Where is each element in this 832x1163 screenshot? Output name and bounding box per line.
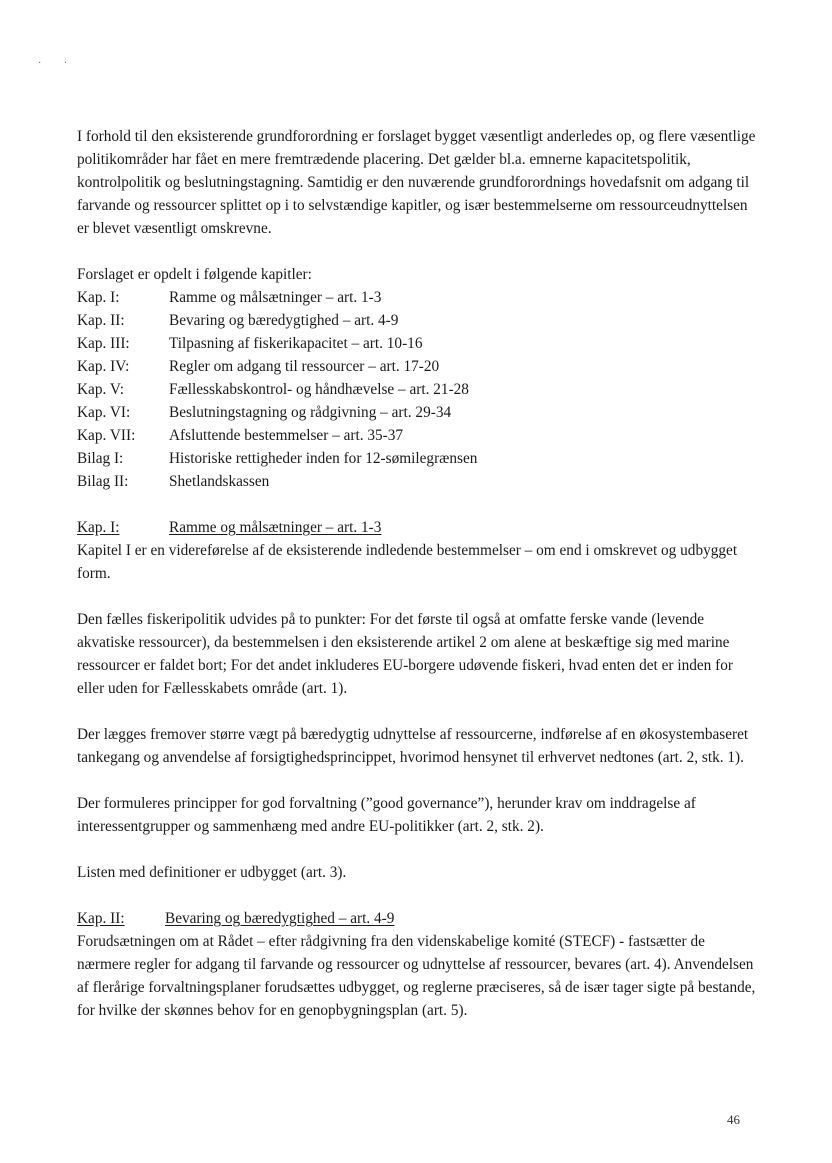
section-heading-code: Kap. I:	[77, 519, 120, 536]
chapter-code: Kap. V:	[77, 381, 125, 398]
section-heading-kap-2	[77, 907, 757, 930]
chapter-title: Shetlandskassen	[169, 473, 270, 490]
scan-specks: · ·	[38, 58, 68, 69]
chapter-title: Ramme og målsætninger – art. 1-3	[169, 289, 382, 306]
chapter-code: Kap. IV:	[77, 358, 130, 375]
chapter-title: Tilpasning af fiskerikapacitet – art. 10-16	[169, 335, 423, 352]
intro-paragraph: I forhold til den eksisterende grundforordning er forslaget bygget væsentligt anderledes op, og flere væsentlige politikområder har fået en mere fremtrædende placering. Det gælder bl.a. emnerne kapacitetspolitik, kontrolpolitik og beslutningstagning. Samtidig er den nuværende grundforordnings hovedafsnit om adgang til farvande og ressourcer splittet op i to selvstændige kapitler, og især bestemmelserne om ressourceudnyttelsen er blevet væsentligt omskrevne.	[77, 128, 756, 237]
chapter-row	[77, 401, 757, 424]
chapter-code: Kap. II:	[77, 312, 125, 329]
section2-paragraph: Forudsætningen om at Rådet – efter rådgivning fra den videnskabelige komité (STECF) - fastsætter de nærmere regler for adgang til farvande og ressourcer og udnyttelse af ressourcer, bevares (art. 4). Anvendelsen af flerårige forvaltningsplaner forudsættes udbygget, og reglerne præciseres, så de især tager sigte på bestande, for hvilke der skønnes behov for en genopbygningsplan (art. 5).	[77, 933, 756, 1019]
section1-paragraph: Kapitel I er en videreførelse af de eksisterende indledende bestemmelser – om end i omskrevet og udbygget form.	[77, 542, 738, 582]
section-heading-title: Bevaring og bæredygtighed – art. 4-9	[165, 910, 395, 927]
chapter-row	[77, 355, 757, 378]
chapter-code: Kap. III:	[77, 335, 130, 352]
chapter-code: Bilag I:	[77, 450, 124, 467]
chapter-title: Regler om adgang til ressourcer – art. 17-20	[169, 358, 440, 375]
chapter-list	[77, 286, 757, 493]
section-heading-title: Ramme og målsætninger – art. 1-3	[169, 519, 382, 536]
page-number: 46	[727, 1112, 740, 1127]
chapter-code: Kap. I:	[77, 289, 120, 306]
chapter-row	[77, 447, 757, 470]
chapter-title: Fællesskabskontrol- og håndhævelse – art. 21-28	[169, 381, 469, 398]
chapter-row	[77, 424, 757, 447]
chapter-code: Kap. VII:	[77, 427, 136, 444]
chapter-title: Historiske rettigheder inden for 12-sømilegrænsen	[169, 450, 478, 467]
section-heading-code: Kap. II:	[77, 910, 125, 927]
chapter-row	[77, 470, 757, 493]
chapters-intro: Forslaget er opdelt i følgende kapitler:	[77, 266, 312, 283]
chapter-title: Afsluttende bestemmelser – art. 35-37	[169, 427, 404, 444]
section-heading-kap-1	[77, 516, 757, 539]
chapter-title: Bevaring og bæredygtighed – art. 4-9	[169, 312, 399, 329]
chapter-row	[77, 286, 757, 309]
section1-paragraph: Der formuleres principper for god forvaltning (”good governance”), herunder krav om inddragelse af interessentgrupper og sammenhæng med andre EU-politikker (art. 2, stk. 2).	[77, 795, 696, 835]
chapter-row	[77, 332, 757, 355]
chapter-row	[77, 378, 757, 401]
chapter-title: Beslutningstagning og rådgivning – art. 29-34	[169, 404, 452, 421]
chapter-code: Kap. VI:	[77, 404, 131, 421]
chapter-row	[77, 309, 757, 332]
chapter-code: Bilag II:	[77, 473, 129, 490]
section1-paragraph: Listen med definitioner er udbygget (art. 3).	[77, 864, 347, 881]
section1-paragraph: Den fælles fiskeripolitik udvides på to punkter: For det første til også at omfatte ferske vande (levende akvatiske ressourcer), da bestemmelsen i den eksisterende artikel 2 om alene at beskæftige sig med marine ressourcer er faldet bort; For det andet inkluderes EU-borgere udøvende fiskeri, hvad enten det er inden for eller uden for Fællesskabets område (art. 1).	[77, 611, 733, 697]
section1-paragraph: Der lægges fremover større vægt på bæredygtig udnyttelse af ressourcerne, indførelse af en økosystembaseret tankegang og anvendelse af forsigtighedsprincippet, hvorimod hensynet til erhvervet nedtones (art. 2, stk. 1).	[77, 726, 749, 766]
document-body	[77, 125, 757, 1022]
